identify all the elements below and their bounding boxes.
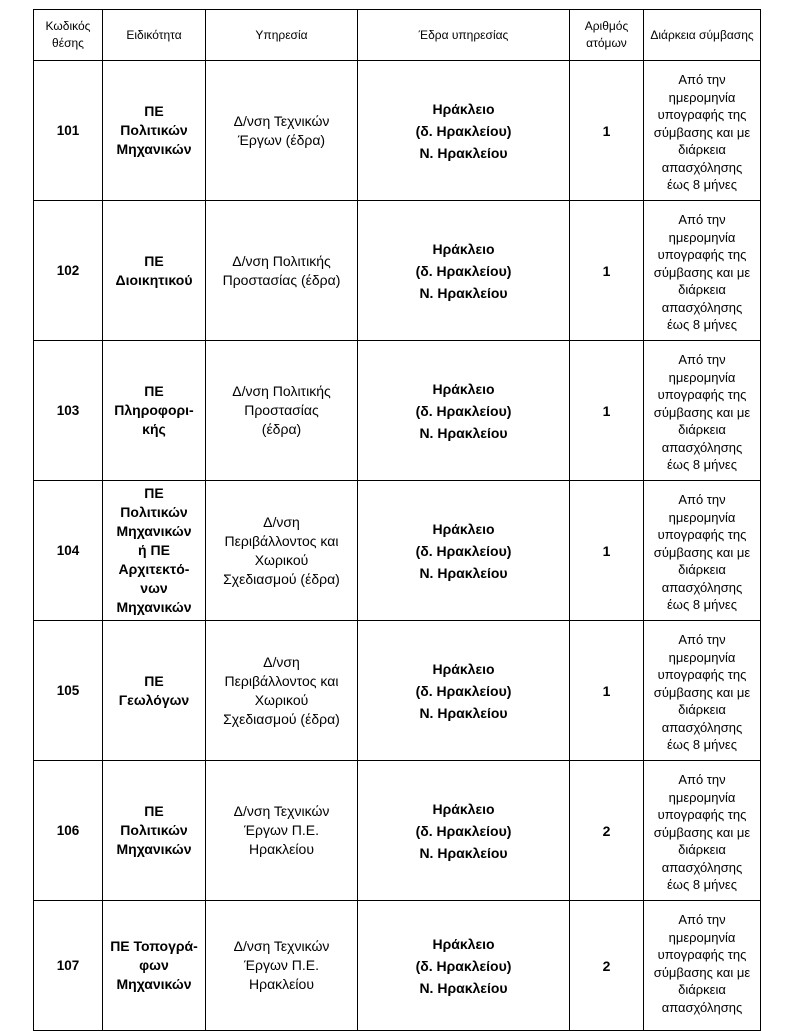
specialty-cell [103,761,206,901]
text-line: ΠΕ [144,803,164,819]
specialty-cell [103,61,206,201]
text-line: Ηρακλείου [249,976,314,992]
contract-duration-cell [644,761,761,901]
text-line: κής [142,421,166,437]
text-line: διάρκεια [678,422,726,438]
text-line: υπογραφής της [657,247,747,263]
contract-duration-cell [644,201,761,341]
text-line: απασχόλησης [661,159,743,175]
specialty-cell [103,901,206,1031]
text-line: ημερομηνία [668,229,736,245]
text-line: Διοικητικού [115,271,193,288]
text-line: διάρκεια [678,982,726,998]
header-row [34,10,761,61]
text-line: ημερομηνία [668,509,736,525]
persons-count-cell: 2 [570,761,644,901]
specialty-cell [103,621,206,761]
text-line: Αριθμός [584,19,629,33]
text-line: απασχόλησης [661,299,743,315]
seat-cell [358,621,570,761]
text-line: σύμβασης και με [653,964,751,980]
text-line: Ηράκλειο [432,800,495,817]
text-line: (δ. Ηρακλείου) [415,682,512,699]
persons-count-cell: 1 [570,201,644,341]
text-line: Περιβάλλοντος και [224,672,339,689]
text-line: σύμβασης και με [653,404,751,420]
text-line: (δ. Ηρακλείου) [415,122,512,139]
text-line: Ηράκλειο [432,520,495,537]
header-specialty [103,10,206,61]
text-line: (έδρα) [261,421,302,437]
text-line: Μηχανικών [116,841,192,857]
position-code-cell: 103 [34,341,103,481]
table-row [34,341,761,481]
position-code-cell: 107 [34,901,103,1031]
text-line: Έργων (έδρα) [237,131,326,148]
text-line: Γεωλόγων [118,691,190,708]
text-line: Κωδικός [45,19,91,33]
text-line: φων [139,957,169,973]
text-line: απασχόλησης [661,859,743,875]
text-line: υπογραφής της [657,807,747,823]
contract-duration-cell [644,621,761,761]
persons-count-cell: 1 [570,621,644,761]
text-line: Περιβάλλοντος και [224,532,339,549]
text-line: θέσης [52,36,84,50]
text-line: Χωρικού [254,551,309,568]
text-line: απασχόλησης [661,999,743,1015]
table-row [34,901,761,1031]
text-line: ΠΕ [144,252,164,269]
text-line: νων [140,580,168,596]
text-line: Δ/νση Τεχνικών [233,938,330,954]
positions-table [33,9,761,1031]
text-line: έως 8 μήνες [667,457,737,473]
specialty-cell [103,341,206,481]
contract-duration-cell [644,61,761,201]
text-line: (δ. Ηρακλείου) [415,957,512,974]
text-line: Ηράκλειο [432,240,495,257]
text-line: σύμβασης και με [653,824,751,840]
service-cell [206,621,358,761]
text-line: Έργων Π.Ε. [244,822,319,838]
text-line: Από την [678,912,726,927]
text-line: απασχόλησης [661,439,743,455]
text-line: Σχεδιασμού (έδρα) [223,570,340,587]
text-line: διάρκεια [678,702,726,718]
position-code-cell: 104 [34,481,103,621]
text-line: Έργων Π.Ε. [244,957,319,973]
text-line: Δ/νση Πολιτικής [232,252,331,269]
text-line: ατόμων [586,36,627,50]
text-line: ημερομηνία [668,89,736,105]
seat-cell [358,341,570,481]
seat-cell [358,201,570,341]
text-line: Χωρικού [254,691,309,708]
persons-count-cell: 2 [570,901,644,1031]
seat-cell [358,61,570,201]
service-cell [206,341,358,481]
text-line: Ηράκλειο [432,660,495,677]
text-line: Από την [678,351,726,367]
text-line: Ν. Ηρακλείου [419,564,508,581]
text-line: διάρκεια [678,282,726,298]
text-line: Δ/νση [263,653,300,670]
text-line: Ν. Ηρακλείου [419,424,508,441]
text-line: σύμβασης και με [653,544,751,560]
contract-duration-cell [644,341,761,481]
seat-cell [358,481,570,621]
table-row [34,481,761,621]
seat-cell [358,901,570,1031]
text-line: Ν. Ηρακλείου [419,284,508,301]
text-line: υπογραφής της [657,387,747,403]
text-line: διάρκεια [678,562,726,578]
text-line: ΠΕ Τοπογρά- [110,938,198,954]
text-line: Προστασίας (έδρα) [222,271,341,288]
text-line: (δ. Ηρακλείου) [415,262,512,279]
text-line: Πολιτικών [120,504,188,520]
specialty-cell [103,481,206,621]
text-line: ημερομηνία [668,369,736,385]
text-line: διάρκεια [678,842,726,858]
text-line: ημερομηνία [668,649,736,665]
text-line: έως 8 μήνες [667,877,737,893]
text-line: Έδρα υπηρεσίας [418,27,509,42]
text-line: Ηράκλειο [432,380,495,397]
text-line: απασχόλησης [661,579,743,595]
text-line: Αρχιτεκτό- [118,561,190,577]
service-cell [206,61,358,201]
position-code-cell: 102 [34,201,103,341]
text-line: απασχόλησης [661,719,743,735]
persons-count-cell: 1 [570,61,644,201]
contract-duration-cell [644,481,761,621]
service-cell [206,761,358,901]
text-line: σύμβασης και με [653,684,751,700]
text-line: υπογραφής της [657,667,747,683]
text-line: Υπηρεσία [255,27,308,42]
position-code-cell: 106 [34,761,103,901]
header-code [34,10,103,61]
text-line: Ν. Ηρακλείου [419,144,508,161]
header-count [570,10,644,61]
text-line: υπογραφής της [657,527,747,543]
text-line: Μηχανικών [116,599,192,615]
text-line: υπογραφής της [657,947,747,963]
text-line: υπογραφής της [657,107,747,123]
header-service [206,10,358,61]
text-line: Σχεδιασμού (έδρα) [223,710,340,727]
service-cell [206,481,358,621]
text-line: (δ. Ηρακλείου) [415,402,512,419]
text-line: Ειδικότητα [126,27,182,42]
text-line: ΠΕ [144,672,164,689]
header-duration [644,10,761,61]
text-line: ΠΕ [144,103,164,119]
specialty-cell [103,201,206,341]
text-line: έως 8 μήνες [667,737,737,753]
text-line: σύμβασης και με [653,124,751,140]
service-cell [206,901,358,1031]
text-line: (δ. Ηρακλείου) [415,542,512,559]
text-line: Πολιτικών [120,822,188,838]
text-line: (δ. Ηρακλείου) [415,822,512,839]
service-cell [206,201,358,341]
text-line: Διάρκεια σύμβασης [650,27,754,42]
text-line: Ηράκλειο [432,935,495,952]
table-row [34,61,761,201]
text-line: Πολιτικών [120,122,188,138]
table-row [34,621,761,761]
text-line: Ν. Ηρακλείου [419,979,508,996]
text-line: ΠΕ [144,383,164,399]
text-line: έως 8 μήνες [667,317,737,333]
text-line: Από την [678,491,726,507]
position-code-cell: 101 [34,61,103,201]
text-line: Ν. Ηρακλείου [419,704,508,721]
text-line: έως 8 μήνες [667,597,737,613]
table-row [34,201,761,341]
text-line: Ηρακλείου [249,841,314,857]
text-line: Δ/νση Τεχνικών [233,112,330,129]
text-line: έως 8 μήνες [667,177,737,193]
text-line: Από την [678,71,726,87]
text-line: Από την [678,631,726,647]
text-line: ημερομηνία [668,789,736,805]
text-line: Μηχανικών [116,976,192,992]
text-line: Προστασίας [244,402,319,418]
table-row [34,761,761,901]
header-seat [358,10,570,61]
contract-duration-cell [644,901,761,1031]
text-line: ή ΠΕ [138,542,170,558]
text-line: Μηχανικών [116,523,192,539]
text-line: Δ/νση [263,513,300,530]
text-line: Από την [678,771,726,787]
text-line: Από την [678,211,726,227]
text-line: Πληροφορι- [114,402,194,418]
text-line: Δ/νση Πολιτικής [232,383,331,399]
text-line: ημερομηνία [668,929,736,945]
text-line: διάρκεια [678,142,726,158]
text-line: σύμβασης και με [653,264,751,280]
text-line: Ηράκλειο [432,100,495,117]
persons-count-cell: 1 [570,341,644,481]
seat-cell [358,761,570,901]
text-line: Μηχανικών [116,141,192,157]
persons-count-cell: 1 [570,481,644,621]
position-code-cell: 105 [34,621,103,761]
text-line: ΠΕ [144,485,164,501]
text-line: Ν. Ηρακλείου [419,844,508,861]
text-line: Δ/νση Τεχνικών [233,803,330,819]
